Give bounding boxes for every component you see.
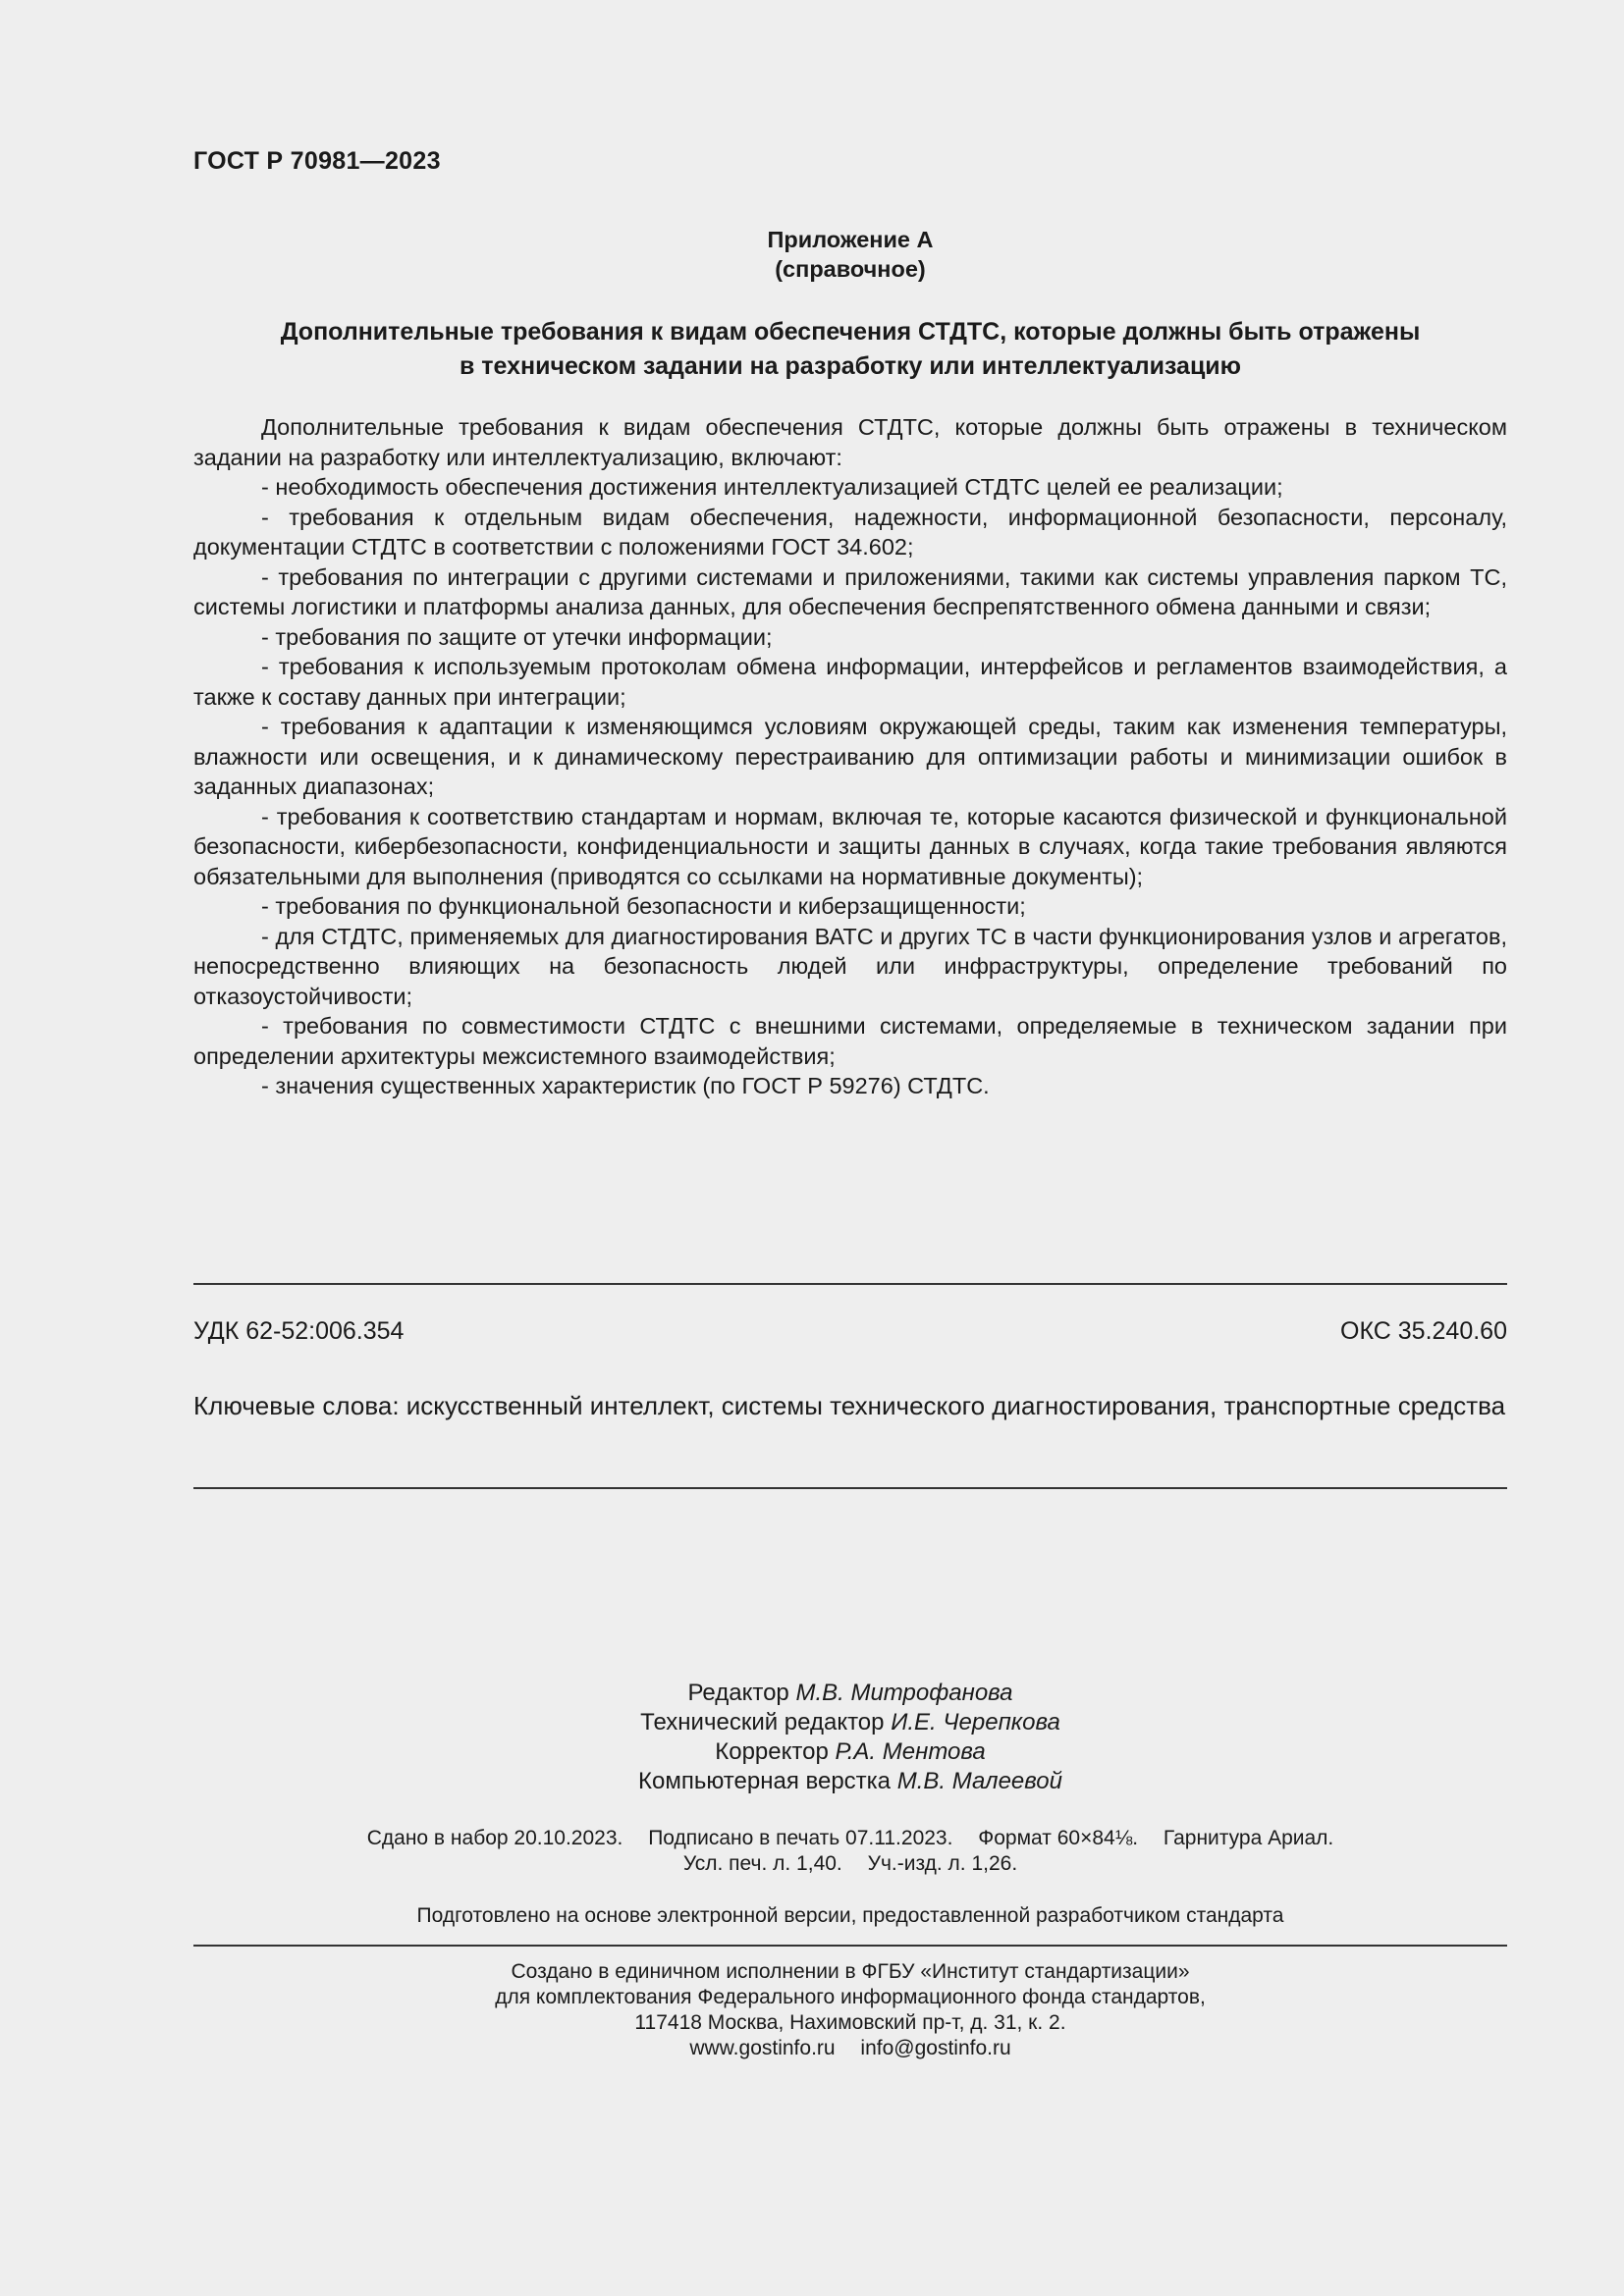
imprint-submitted: Сдано в набор 20.10.2023.	[366, 1827, 623, 1849]
credits-block	[193, 1679, 1507, 1796]
requirement-item: - требования к используемым протоколам обмена информации, интерфейсов и регламентов взаимодействия, а также к составу данных при интеграции;	[193, 654, 1507, 710]
classification-top-rule	[193, 1283, 1507, 1285]
publisher-contacts	[193, 2036, 1507, 2061]
requirement-item: - требования к адаптации к изменяющимся условиям окружающей среды, таким как изменения температуры, влажности или освещения, и к динамическому перестраиванию для оптимизации работы и минимизации ошибок в заданных диапазонах;	[193, 714, 1507, 799]
requirement-item: - требования по интеграции с другими системами и приложениями, такими как системы управления парком ТС, системы логистики и платформы анализа данных, для обеспечения беспрепятственного обмена данными и связи;	[193, 563, 1507, 619]
email-link[interactable]: info@gostinfo.ru	[860, 2037, 1011, 2059]
intro-paragraph: Дополнительные требования к видам обеспечения СТДТС, которые должны быть отражены в техническом задании на разработку или интеллектуализацию, включают:	[193, 414, 1507, 470]
imprint-typeface: Гарнитура Ариал.	[1163, 1827, 1334, 1849]
credit-person: М.В. Митрофанова	[795, 1680, 1013, 1706]
credit-line	[193, 1737, 1507, 1767]
prepared-note: Подготовлено на основе электронной версии, предоставленной разработчиком стандарта	[416, 1904, 1284, 1927]
imprint-print-sheets: Усл. печ. л. 1,40.	[682, 1852, 842, 1875]
credit-role: Редактор	[687, 1680, 789, 1706]
publisher-line-2: для комплектования Федерального информационного фонда стандартов,	[495, 1986, 1206, 2008]
credit-person: Р.А. Ментова	[835, 1738, 986, 1765]
website-link[interactable]: www.gostinfo.ru	[689, 2037, 836, 2059]
publisher-block	[193, 1959, 1507, 2061]
requirement-item: - для СТДТС, применяемых для диагностирования ВАТС и других ТС в части функционирования узлов и агрегатов, непосредственно влияющих на безопасность людей или инфраструктуры, определение требований по отказоустойчивости;	[193, 923, 1507, 1009]
publisher-rule	[193, 1945, 1507, 1947]
imprint-format: Формат 60×84⅛.	[978, 1827, 1139, 1849]
annex-kind: (справочное)	[775, 256, 926, 282]
publisher-address: 117418 Москва, Нахимовский пр-т, д. 31, к. 2.	[634, 2011, 1066, 2034]
credit-line	[193, 1767, 1507, 1796]
requirement-item: - требования к соответствию стандартам и нормам, включая те, которые касаются физической и функциональной безопасности, кибербезопасности, конфиденциальности и защиты данных в случаях, когда такие требования являются обязательными для выполнения (приводятся со ссылками на нормативные документы);	[193, 803, 1507, 889]
publisher-line-1: Создано в единичном исполнении в ФГБУ «Институт стандартизации»	[511, 1960, 1190, 1983]
annex-title-line-1: Дополнительные требования к видам обеспечения СТДТС, которые должны быть отражены	[280, 318, 1421, 346]
keywords: Ключевые слова: искусственный интеллект, системы технического диагностирования, транспортные средства	[193, 1391, 1506, 1420]
imprint-signed: Подписано в печать 07.11.2023.	[648, 1827, 953, 1849]
credit-person: М.В. Малеевой	[896, 1768, 1062, 1794]
credit-line	[193, 1679, 1507, 1708]
annex-body	[193, 412, 1507, 1101]
imprint-line-2	[193, 1851, 1507, 1877]
requirement-item: - требования по защите от утечки информации;	[261, 623, 773, 650]
requirement-item: - требования по совместимости СТДТС с внешними системами, определяемые в техническом задании при определении архитектуры межсистемного взаимодействия;	[193, 1013, 1507, 1069]
annex-heading	[193, 225, 1507, 284]
classification-bottom-rule	[193, 1487, 1507, 1489]
requirement-item: - требования к отдельным видам обеспечения, надежности, информационной безопасности, персоналу, документации СТДТС в соответствии с положениями ГОСТ 34.602;	[193, 504, 1507, 560]
udk-code: УДК 62-52:006.354	[193, 1317, 405, 1345]
credit-line	[193, 1708, 1507, 1737]
annex-label: Приложение А	[767, 227, 934, 252]
oks-code: ОКС 35.240.60	[1340, 1317, 1507, 1345]
requirement-item: - значения существенных характеристик (по ГОСТ Р 59276) СТДТС.	[261, 1073, 990, 1098]
imprint-line-1	[193, 1826, 1507, 1851]
credit-role: Компьютерная верстка	[638, 1768, 892, 1794]
standard-code: ГОСТ Р 70981—2023	[193, 147, 441, 175]
annex-title	[193, 315, 1507, 384]
credit-role: Технический редактор	[640, 1709, 885, 1735]
imprint-block	[193, 1826, 1507, 1877]
requirement-item: - требования по функциональной безопасности и киберзащищенности;	[261, 893, 1026, 919]
annex-title-line-2: в техническом задании на разработку или интеллектуализацию	[459, 352, 1242, 380]
credit-role: Корректор	[715, 1738, 829, 1765]
credit-person: И.Е. Черепкова	[891, 1709, 1060, 1735]
imprint-publisher-sheets: Уч.-изд. л. 1,26.	[867, 1852, 1018, 1875]
requirement-item: - необходимость обеспечения достижения интеллектуализацией СТДТС целей ее реализации;	[261, 474, 1283, 500]
